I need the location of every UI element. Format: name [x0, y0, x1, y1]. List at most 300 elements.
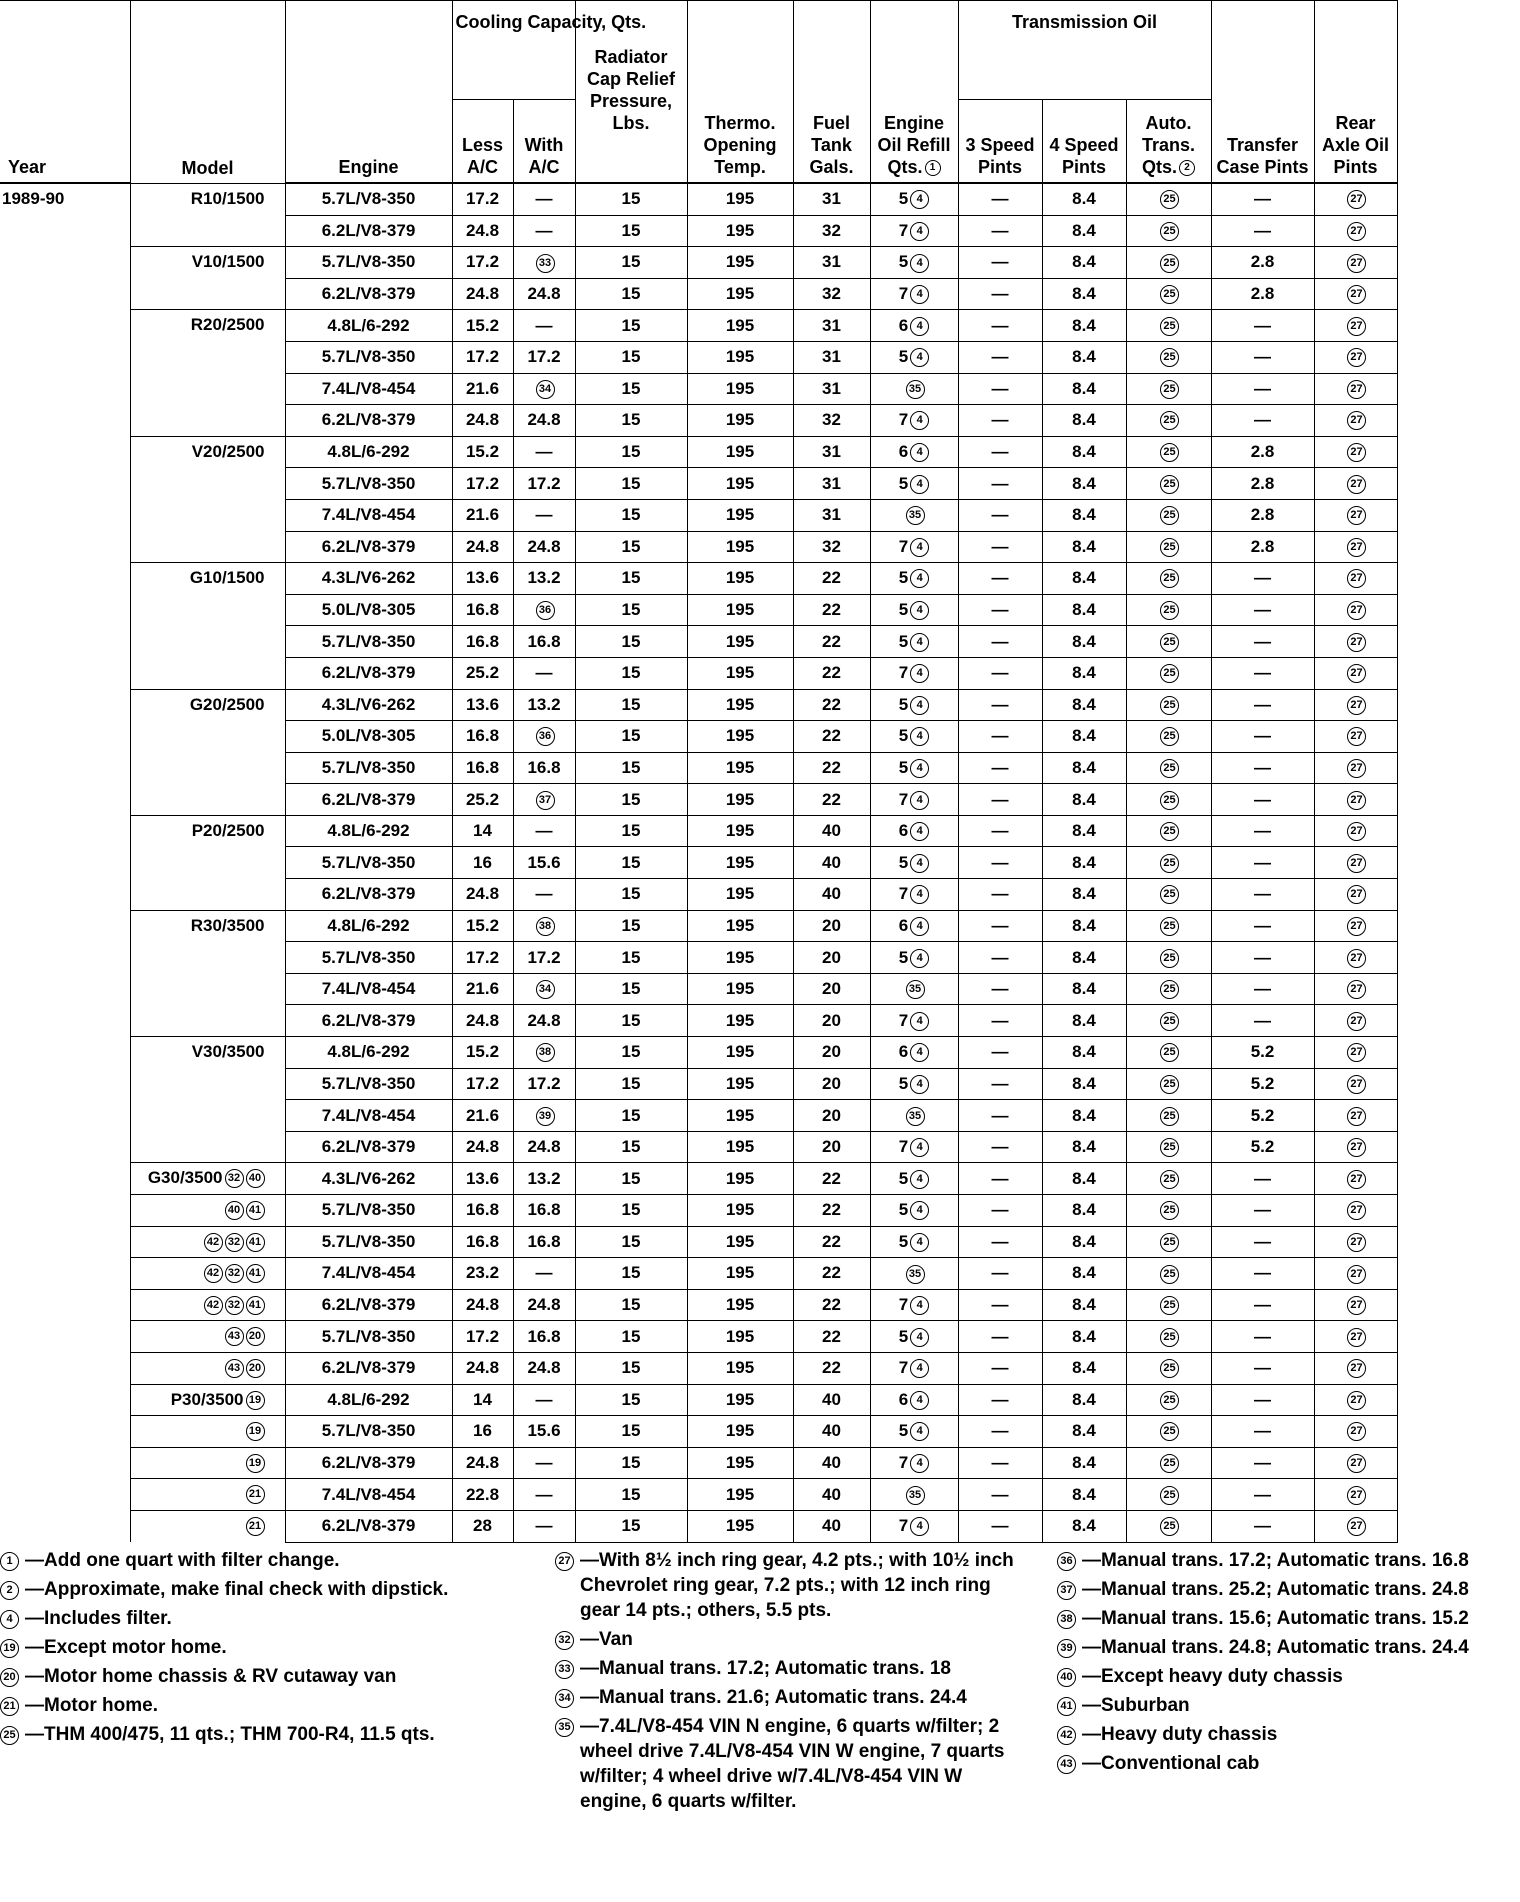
footnote-ring: 21: [246, 1517, 265, 1536]
footnote-ring: 32: [555, 1631, 574, 1650]
table-row: [0, 1131, 1397, 1163]
footnote-ring: 25: [1160, 1043, 1179, 1062]
cell-thermo: 195: [687, 784, 793, 816]
cell-engine: 5.7L/V8-350: [285, 1068, 452, 1100]
footnote-ring: 27: [1347, 696, 1366, 715]
cell-4-speed: 8.4: [1042, 942, 1126, 974]
cell-thermo: 195: [687, 1131, 793, 1163]
cell-with-ac: [513, 942, 575, 974]
table-row: [0, 468, 1397, 500]
footnote-ring: 38: [1057, 1610, 1076, 1629]
cell-radiator-cap: 15: [575, 278, 687, 310]
cell-auto-trans: [1126, 910, 1211, 942]
footnote-text: —Manual trans. 17.2; Automatic trans. 18: [580, 1658, 951, 1679]
cell-fuel-tank: 31: [793, 468, 870, 500]
oil-value: 7: [898, 663, 909, 683]
table-body: [0, 183, 1397, 1542]
footnote-ring: 25: [1160, 1296, 1179, 1315]
cell-4-speed: 8.4: [1042, 1321, 1126, 1353]
cell-fuel-tank: 40: [793, 1447, 870, 1479]
cell-3-speed: —: [958, 942, 1042, 974]
table-row: [0, 531, 1397, 563]
cell-transfer-case: 2.8: [1211, 247, 1314, 279]
cell-fuel-tank: 22: [793, 784, 870, 816]
cell-engine-oil: [870, 721, 958, 753]
cell-radiator-cap: 15: [575, 1479, 687, 1511]
cell-4-speed: 8.4: [1042, 973, 1126, 1005]
with-ac-value: 13.2: [527, 568, 561, 588]
table-row: [0, 341, 1397, 373]
cell-auto-trans: [1126, 1005, 1211, 1037]
cell-fuel-tank: 22: [793, 626, 870, 658]
header-less-ac: Less A/C: [452, 100, 513, 184]
cell-engine-oil: [870, 531, 958, 563]
with-ac-value: —: [535, 189, 553, 209]
table-row: [0, 1384, 1397, 1416]
cell-transfer-case: 2.8: [1211, 531, 1314, 563]
footnote-ring: 27: [1347, 601, 1366, 620]
footnote-ring: 27: [1347, 885, 1366, 904]
cell-year: [0, 373, 130, 405]
cell-auto-trans: [1126, 1416, 1211, 1448]
cell-engine: 7.4L/V8-454: [285, 373, 452, 405]
footnote-ring: 4: [910, 696, 929, 715]
footnote-ring: 25: [1160, 1201, 1179, 1220]
cell-engine-oil: [870, 973, 958, 1005]
cell-with-ac: [513, 689, 575, 721]
cell-less-ac: 15.2: [452, 436, 513, 468]
footnote-ring: 20: [0, 1668, 19, 1687]
cell-auto-trans: [1126, 626, 1211, 658]
cell-with-ac: [513, 1005, 575, 1037]
cell-with-ac: [513, 657, 575, 689]
footnote-ring: 27: [1347, 854, 1366, 873]
footnote-ring: 4: [910, 1328, 929, 1347]
cell-engine-oil: [870, 815, 958, 847]
cell-less-ac: 16.8: [452, 1226, 513, 1258]
cell-radiator-cap: 15: [575, 721, 687, 753]
footnotes-column-1: [0, 1548, 500, 1751]
table-row: [0, 405, 1397, 437]
cell-less-ac: 24.8: [452, 1131, 513, 1163]
oil-value: 5: [898, 252, 909, 272]
cell-3-speed: —: [958, 373, 1042, 405]
footnote-ring: 25: [1160, 506, 1179, 525]
cell-year: [0, 436, 130, 468]
footnote-ring: 27: [1347, 1043, 1366, 1062]
footnote-ring: 42: [204, 1233, 223, 1252]
cell-transfer-case: —: [1211, 973, 1314, 1005]
cell-engine: 5.7L/V8-350: [285, 847, 452, 879]
cell-year: [0, 1068, 130, 1100]
cell-engine: 5.7L/V8-350: [285, 247, 452, 279]
cell-with-ac: [513, 910, 575, 942]
footnote-ring: 20: [246, 1327, 265, 1346]
header-rear-axle: Rear Axle Oil Pints: [1314, 1, 1397, 184]
cell-rear-axle: [1314, 1384, 1397, 1416]
footnote-ring: 4: [0, 1610, 19, 1629]
cell-engine-oil: [870, 1163, 958, 1195]
footnote-ring: 25: [1160, 538, 1179, 557]
footnote-ring: 4: [910, 1012, 929, 1031]
footnote-ring: 35: [906, 1486, 925, 1505]
cell-4-speed: 8.4: [1042, 405, 1126, 437]
footnote: [0, 1606, 500, 1631]
oil-value: 5: [898, 1168, 909, 1188]
cell-with-ac: [513, 879, 575, 911]
table-row: [0, 310, 1397, 342]
cell-less-ac: 17.2: [452, 942, 513, 974]
cell-rear-axle: [1314, 1005, 1397, 1037]
header-auto-trans: [1126, 100, 1211, 184]
cell-year: [0, 815, 130, 847]
cell-auto-trans: [1126, 973, 1211, 1005]
cell-fuel-tank: 22: [793, 1163, 870, 1195]
cell-fuel-tank: 20: [793, 1100, 870, 1132]
model-name: G10/1500: [189, 568, 265, 588]
footnote-ring: 4: [910, 348, 929, 367]
footnote-ring: 25: [1160, 475, 1179, 494]
cell-thermo: 195: [687, 215, 793, 247]
cell-3-speed: —: [958, 468, 1042, 500]
cell-3-speed: —: [958, 1384, 1042, 1416]
footnote-ring: 35: [906, 506, 925, 525]
cell-transfer-case: —: [1211, 1163, 1314, 1195]
with-ac-value: 24.8: [527, 1358, 561, 1378]
cell-transfer-case: —: [1211, 341, 1314, 373]
oil-value: 5: [898, 1326, 909, 1346]
cell-with-ac: [513, 784, 575, 816]
cell-fuel-tank: 40: [793, 1416, 870, 1448]
footnote-ring: 41: [246, 1201, 265, 1220]
footnote-ring: 36: [1057, 1552, 1076, 1571]
cell-radiator-cap: 15: [575, 183, 687, 215]
model-name: P20/2500: [191, 820, 265, 840]
footnote-ring: 27: [1347, 759, 1366, 778]
cell-model: [130, 1068, 285, 1100]
cell-engine-oil: [870, 594, 958, 626]
table-row: [0, 1068, 1397, 1100]
footnote-ring: 41: [246, 1296, 265, 1315]
cell-3-speed: —: [958, 1479, 1042, 1511]
cell-rear-axle: [1314, 626, 1397, 658]
cell-less-ac: 13.6: [452, 1163, 513, 1195]
cell-radiator-cap: 15: [575, 563, 687, 595]
oil-value: 7: [898, 1453, 909, 1473]
footnote-ring: 27: [1347, 1012, 1366, 1031]
cell-with-ac: [513, 752, 575, 784]
cell-engine: 4.8L/6-292: [285, 310, 452, 342]
cell-4-speed: 8.4: [1042, 1068, 1126, 1100]
oil-value: 6: [898, 315, 909, 335]
cell-thermo: 195: [687, 752, 793, 784]
table-row: [0, 594, 1397, 626]
cell-radiator-cap: 15: [575, 1163, 687, 1195]
cell-thermo: 195: [687, 1289, 793, 1321]
footnote: [1057, 1548, 1517, 1573]
model-name: V10/1500: [191, 252, 265, 272]
footnote-ring: 27: [1347, 1391, 1366, 1410]
cell-model: [130, 973, 285, 1005]
cell-rear-axle: [1314, 815, 1397, 847]
cell-4-speed: 8.4: [1042, 594, 1126, 626]
cell-less-ac: 24.8: [452, 405, 513, 437]
cell-fuel-tank: 32: [793, 278, 870, 310]
cell-engine-oil: [870, 1289, 958, 1321]
cell-less-ac: 13.6: [452, 563, 513, 595]
footnote-ring: 4: [910, 822, 929, 841]
cell-radiator-cap: 15: [575, 689, 687, 721]
cell-thermo: 195: [687, 1352, 793, 1384]
cell-auto-trans: [1126, 1510, 1211, 1542]
cell-4-speed: 8.4: [1042, 531, 1126, 563]
table-row: [0, 784, 1397, 816]
footnote-ring: 35: [906, 980, 925, 999]
footnote-text: —Includes filter.: [25, 1608, 172, 1629]
cell-engine: 7.4L/V8-454: [285, 1479, 452, 1511]
oil-value: 5: [898, 189, 909, 209]
cell-auto-trans: [1126, 1226, 1211, 1258]
footnote-text: —Except heavy duty chassis: [1082, 1666, 1343, 1687]
cell-thermo: 195: [687, 1447, 793, 1479]
footnote-ring: 4: [910, 917, 929, 936]
cell-with-ac: [513, 563, 575, 595]
with-ac-value: 15.6: [527, 1421, 561, 1441]
footnote-ring: 4: [910, 885, 929, 904]
footnote-ring: 4: [910, 475, 929, 494]
footnote: [1057, 1722, 1517, 1747]
footnote-ring: 4: [910, 1075, 929, 1094]
cell-thermo: 195: [687, 1416, 793, 1448]
cell-engine-oil: [870, 1005, 958, 1037]
cell-model: [130, 531, 285, 563]
footnote-ring: 41: [246, 1233, 265, 1252]
cell-with-ac: [513, 499, 575, 531]
with-ac-value: 17.2: [527, 347, 561, 367]
cell-3-speed: —: [958, 752, 1042, 784]
footnote-text: —Heavy duty chassis: [1082, 1724, 1278, 1745]
footnote-ring: 27: [1347, 1359, 1366, 1378]
cell-with-ac: [513, 373, 575, 405]
header-4-speed: 4 Speed Pints: [1042, 100, 1126, 184]
cell-model: [130, 942, 285, 974]
cell-fuel-tank: 20: [793, 1131, 870, 1163]
cell-thermo: 195: [687, 910, 793, 942]
oil-value: 7: [898, 1137, 909, 1157]
footnote-ring: 4: [910, 1359, 929, 1378]
footnote-ring: 25: [1160, 1359, 1179, 1378]
oil-value: 7: [898, 1358, 909, 1378]
cell-rear-axle: [1314, 1195, 1397, 1227]
cell-engine: 4.8L/6-292: [285, 1037, 452, 1069]
footnote-text: —With 8½ inch ring gear, 4.2 pts.; with 10½ inch Chevrolet ring gear, 7.2 pts.; with 12 inch ring gear 14 pts.; others, 5.5 pts.: [580, 1550, 1014, 1621]
cell-fuel-tank: 22: [793, 563, 870, 595]
footnote: [1057, 1693, 1517, 1718]
cell-3-speed: —: [958, 721, 1042, 753]
cell-transfer-case: 5.2: [1211, 1100, 1314, 1132]
cell-radiator-cap: 15: [575, 1068, 687, 1100]
cell-radiator-cap: 15: [575, 910, 687, 942]
cell-engine-oil: [870, 1479, 958, 1511]
with-ac-value: 24.8: [527, 536, 561, 556]
footnote: [0, 1664, 500, 1689]
footnote-ring: 27: [1347, 980, 1366, 999]
cell-rear-axle: [1314, 973, 1397, 1005]
table-row: [0, 1479, 1397, 1511]
cell-radiator-cap: 15: [575, 1195, 687, 1227]
cell-with-ac: [513, 310, 575, 342]
cell-year: [0, 1289, 130, 1321]
cell-model: [130, 278, 285, 310]
footnote-ring: 19: [246, 1391, 265, 1410]
cell-radiator-cap: 15: [575, 499, 687, 531]
footnote-ring: 27: [1347, 190, 1366, 209]
model-name: R20/2500: [190, 315, 265, 335]
cell-engine: 5.0L/V8-305: [285, 594, 452, 626]
cell-rear-axle: [1314, 1479, 1397, 1511]
header-cooling-capacity: Cooling Capacity, Qts.: [452, 1, 575, 100]
cell-auto-trans: [1126, 1479, 1211, 1511]
cell-thermo: 195: [687, 183, 793, 215]
cell-3-speed: —: [958, 278, 1042, 310]
cell-auto-trans: [1126, 183, 1211, 215]
cell-less-ac: 16.8: [452, 752, 513, 784]
cell-model: [130, 1037, 285, 1069]
footnote-ring: 25: [1160, 1107, 1179, 1126]
table-row: [0, 1510, 1397, 1542]
table-row: [0, 689, 1397, 721]
cell-fuel-tank: 31: [793, 373, 870, 405]
table-row: [0, 1352, 1397, 1384]
with-ac-value: 13.2: [527, 1168, 561, 1188]
cell-3-speed: —: [958, 1510, 1042, 1542]
cell-thermo: 195: [687, 247, 793, 279]
cell-engine-oil: [870, 1068, 958, 1100]
cell-with-ac: [513, 815, 575, 847]
cell-less-ac: 21.6: [452, 973, 513, 1005]
cell-auto-trans: [1126, 594, 1211, 626]
cell-rear-axle: [1314, 405, 1397, 437]
cell-4-speed: 8.4: [1042, 310, 1126, 342]
cell-year: [0, 879, 130, 911]
footnote-ring: 4: [910, 854, 929, 873]
cell-engine-oil: [870, 468, 958, 500]
footnote: [0, 1693, 500, 1718]
cell-engine-oil: [870, 247, 958, 279]
cell-4-speed: 8.4: [1042, 815, 1126, 847]
cell-less-ac: 24.8: [452, 278, 513, 310]
cell-engine: 6.2L/V8-379: [285, 1131, 452, 1163]
cell-year: [0, 752, 130, 784]
cell-transfer-case: 2.8: [1211, 468, 1314, 500]
footnote-ring: 4: [910, 317, 929, 336]
cell-rear-axle: [1314, 689, 1397, 721]
cell-engine-oil: [870, 1258, 958, 1290]
cell-fuel-tank: 40: [793, 1384, 870, 1416]
cell-with-ac: [513, 1100, 575, 1132]
footnote-ring: 25: [1160, 1391, 1179, 1410]
header-thermo: Thermo. Opening Temp.: [687, 1, 793, 184]
cell-fuel-tank: 22: [793, 689, 870, 721]
cell-year: [0, 784, 130, 816]
footnote-ring: 25: [1160, 633, 1179, 652]
cell-fuel-tank: 20: [793, 973, 870, 1005]
cell-less-ac: 23.2: [452, 1258, 513, 1290]
cell-less-ac: 24.8: [452, 215, 513, 247]
cell-thermo: 195: [687, 1479, 793, 1511]
cell-radiator-cap: 15: [575, 1100, 687, 1132]
cell-with-ac: [513, 1416, 575, 1448]
footnote-ring: 36: [536, 727, 555, 746]
cell-model: [130, 721, 285, 753]
cell-rear-axle: [1314, 1289, 1397, 1321]
cell-4-speed: 8.4: [1042, 278, 1126, 310]
cell-3-speed: —: [958, 215, 1042, 247]
table-row: [0, 752, 1397, 784]
cell-year: [0, 657, 130, 689]
footnote-ring: 4: [910, 1170, 929, 1189]
cell-transfer-case: —: [1211, 1226, 1314, 1258]
footnote: [555, 1714, 1025, 1814]
oil-value: 7: [898, 1295, 909, 1315]
cell-auto-trans: [1126, 879, 1211, 911]
cell-engine: 6.2L/V8-379: [285, 657, 452, 689]
cell-model: [130, 405, 285, 437]
cell-radiator-cap: 15: [575, 373, 687, 405]
cell-4-speed: 8.4: [1042, 847, 1126, 879]
cell-thermo: 195: [687, 1068, 793, 1100]
cell-transfer-case: —: [1211, 752, 1314, 784]
oil-value: 5: [898, 347, 909, 367]
cell-thermo: 195: [687, 436, 793, 468]
cell-3-speed: —: [958, 531, 1042, 563]
footnote-ring: 4: [910, 569, 929, 588]
footnote-ring: 4: [910, 1391, 929, 1410]
cell-fuel-tank: 32: [793, 531, 870, 563]
footnote: [0, 1635, 500, 1660]
cell-4-speed: 8.4: [1042, 1131, 1126, 1163]
model-name: P30/3500: [170, 1389, 244, 1409]
model-name: V20/2500: [191, 441, 265, 461]
oil-value: 7: [898, 1010, 909, 1030]
cell-radiator-cap: 15: [575, 784, 687, 816]
cell-4-speed: 8.4: [1042, 689, 1126, 721]
cell-with-ac: [513, 1163, 575, 1195]
cell-rear-axle: [1314, 183, 1397, 215]
with-ac-value: —: [535, 1389, 553, 1409]
with-ac-value: 24.8: [527, 284, 561, 304]
footnote-ring: 25: [1160, 696, 1179, 715]
footnote-text: —Motor home.: [25, 1695, 158, 1716]
with-ac-value: 24.8: [527, 1010, 561, 1030]
footnote-ring: 4: [910, 1043, 929, 1062]
cell-fuel-tank: 22: [793, 1226, 870, 1258]
footnote-ring: 40: [225, 1201, 244, 1220]
cell-4-speed: 8.4: [1042, 1384, 1126, 1416]
oil-value: 5: [898, 852, 909, 872]
footnote-ring: 27: [1347, 917, 1366, 936]
cell-engine-oil: [870, 910, 958, 942]
cell-year: [0, 405, 130, 437]
footnote-ring: 39: [1057, 1639, 1076, 1658]
cell-3-speed: —: [958, 1321, 1042, 1353]
cell-radiator-cap: 15: [575, 752, 687, 784]
cell-4-speed: 8.4: [1042, 910, 1126, 942]
cell-with-ac: [513, 847, 575, 879]
with-ac-value: —: [535, 505, 553, 525]
oil-value: 7: [898, 284, 909, 304]
footnote-ring: 27: [1347, 664, 1366, 683]
